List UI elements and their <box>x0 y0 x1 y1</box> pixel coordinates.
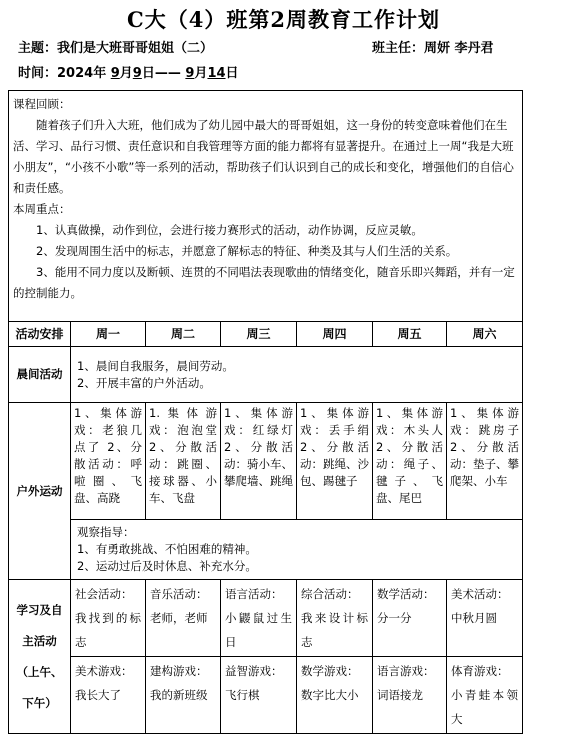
outdoor-label: 户外运动 <box>9 403 71 580</box>
morning-label: 晨间活动 <box>9 347 71 403</box>
game-type: 数学游戏： <box>301 664 359 678</box>
time-year: 2024年 <box>57 66 107 81</box>
study-label-line-2: 主活动 <box>22 633 57 648</box>
outdoor-mon: 1、集体游戏：老狼几点了 2、分散活动：呼啦圈、飞盘、高跷 <box>71 403 146 520</box>
end-day: 14 <box>207 66 226 81</box>
study-row-2 <box>9 657 523 734</box>
game-thu <box>297 657 373 734</box>
game-type: 语言游戏： <box>377 664 435 678</box>
study-label-line-3: （上午、 <box>16 664 63 679</box>
morning-item-2: 2、开展丰富的户外活动。 <box>77 375 211 390</box>
morning-row <box>9 347 523 403</box>
lesson-type: 语言活动： <box>225 587 283 601</box>
outdoor-wed: 1、集体游戏：红绿灯 2、分散活动：骑小车、攀爬墙、跳绳 <box>221 403 297 520</box>
game-sat <box>447 657 523 734</box>
lesson-thu <box>297 580 373 657</box>
game-type: 建构游戏： <box>150 664 208 678</box>
start-month: 9 <box>110 66 120 81</box>
theme-line <box>18 37 213 56</box>
start-day: 9 <box>132 66 142 81</box>
outdoor-sat: 1、集体游戏：跳房子 2、分散活动：垫子、攀爬架、小车 <box>447 403 523 520</box>
study-label <box>9 580 71 734</box>
game-type: 美术游戏： <box>75 664 133 678</box>
day-mon: 周一 <box>71 322 146 347</box>
header-label: 活动安排 <box>9 322 71 347</box>
game-type: 益智游戏： <box>225 664 283 678</box>
end-month: 9 <box>185 66 195 81</box>
game-name: 词语接龙 <box>377 688 423 702</box>
game-name: 我的新班级 <box>150 688 208 702</box>
time-text-2: 日—— <box>141 66 181 81</box>
game-name: 数字比大小 <box>301 688 359 702</box>
lesson-wed <box>221 580 297 657</box>
lesson-name: 我找到的标志 <box>75 611 141 649</box>
lesson-type: 数学活动： <box>377 587 435 601</box>
game-name: 小青蛙本领大 <box>451 688 519 726</box>
game-name: 飞行棋 <box>225 688 260 702</box>
game-wed <box>221 657 297 734</box>
review-row <box>9 91 523 322</box>
day-fri: 周五 <box>373 322 447 347</box>
morning-item-1: 1、晨间自我服务，晨间劳动。 <box>77 358 234 373</box>
lesson-type: 综合活动： <box>301 587 359 601</box>
game-tue <box>146 657 221 734</box>
day-sat: 周六 <box>447 322 523 347</box>
time-label: 时间： <box>18 66 58 81</box>
guidance-content <box>71 520 523 580</box>
time-text-4: 日 <box>225 66 239 81</box>
lesson-name: 分一分 <box>377 611 412 625</box>
focus-heading: 本周重点： <box>13 202 71 216</box>
review-heading: 课程回顾： <box>13 97 71 111</box>
header-row <box>9 322 523 347</box>
outdoor-row <box>9 403 523 520</box>
lesson-name: 我来设计标志 <box>301 611 368 649</box>
lesson-name: 中秋月圆 <box>451 611 497 625</box>
game-type: 体育游戏： <box>451 664 509 678</box>
study-label-line-1: 学习及自 <box>16 602 63 617</box>
morning-content <box>71 347 523 403</box>
day-thu: 周四 <box>297 322 373 347</box>
lesson-name: 小鼹鼠过生日 <box>225 611 292 649</box>
teacher-line <box>372 37 494 56</box>
guidance-row <box>9 520 523 580</box>
day-tue: 周二 <box>146 322 221 347</box>
lesson-type: 美术活动： <box>451 587 509 601</box>
guidance-item-2: 2、运动过后及时休息、补充水分。 <box>77 559 257 573</box>
study-row-1 <box>9 580 523 657</box>
review-text: 随着孩子们升入大班，他们成为了幼儿园中最大的哥哥姐姐，这一身份的转变意味着他们在生活、学习、品行习惯、责任意识和自我管理等方面的能力都将有显著提升。在通过上一周“我是大班小朋友”，“小孩不小歌”等一系列的活动，帮助孩子们认识到自己的成长和变化，增强他们的自信心和责任感。 <box>13 118 514 195</box>
lesson-name: 老师，老师 <box>150 611 208 625</box>
focus-point-1: 1、认真做操，动作到位，会进行接力赛形式的活动，动作协调，反应灵敏。 <box>36 223 423 237</box>
lesson-tue <box>146 580 221 657</box>
guidance-heading: 观察指导： <box>77 525 135 539</box>
outdoor-thu: 1、集体游戏：丢手绢 2、分散活动：跳绳、沙包、踢毽子 <box>297 403 373 520</box>
guidance-item-1: 1、有勇敢挑战、不怕困难的精神。 <box>77 542 257 556</box>
course-review-cell <box>9 91 523 322</box>
time-text-1: 月 <box>119 66 133 81</box>
time-text-3: 月 <box>194 66 208 81</box>
focus-point-2: 2、发现周围生活中的标志，并愿意了解标志的特征、种类及其与人们生活的关系。 <box>36 244 458 258</box>
lesson-fri <box>373 580 447 657</box>
teacher-label: 班主任： <box>372 41 425 56</box>
study-label-line-4: 下午） <box>22 695 57 710</box>
game-fri <box>373 657 447 734</box>
theme-label: 主题： <box>18 41 58 56</box>
lesson-mon <box>71 580 146 657</box>
page-title: C大（4）班第2周教育工作计划 <box>127 7 440 32</box>
outdoor-tue: 1.集体游戏：泡泡堂 2、分散活动：跳圈、接球器、小车、飞盘 <box>146 403 221 520</box>
lesson-sat <box>447 580 523 657</box>
game-name: 我长大了 <box>75 688 121 702</box>
focus-point-3: 3、能用不同力度以及断顿、连贯的不同唱法表现歌曲的情绪变化，随音乐即兴舞蹈，并有一定的控制能力。 <box>13 265 515 300</box>
outdoor-fri: 1、集体游戏：木头人 2、分散活动：绳子、毽子、飞盘、尾巴 <box>373 403 447 520</box>
teacher-value: 周妍 李丹君 <box>424 41 494 56</box>
game-mon <box>71 657 146 734</box>
time-line <box>18 62 239 81</box>
lesson-type: 音乐活动： <box>150 587 208 601</box>
plan-table <box>8 90 523 734</box>
theme-value: 我们是大班哥哥姐姐（二） <box>57 41 214 56</box>
lesson-type: 社会活动： <box>75 587 133 601</box>
day-wed: 周三 <box>221 322 297 347</box>
